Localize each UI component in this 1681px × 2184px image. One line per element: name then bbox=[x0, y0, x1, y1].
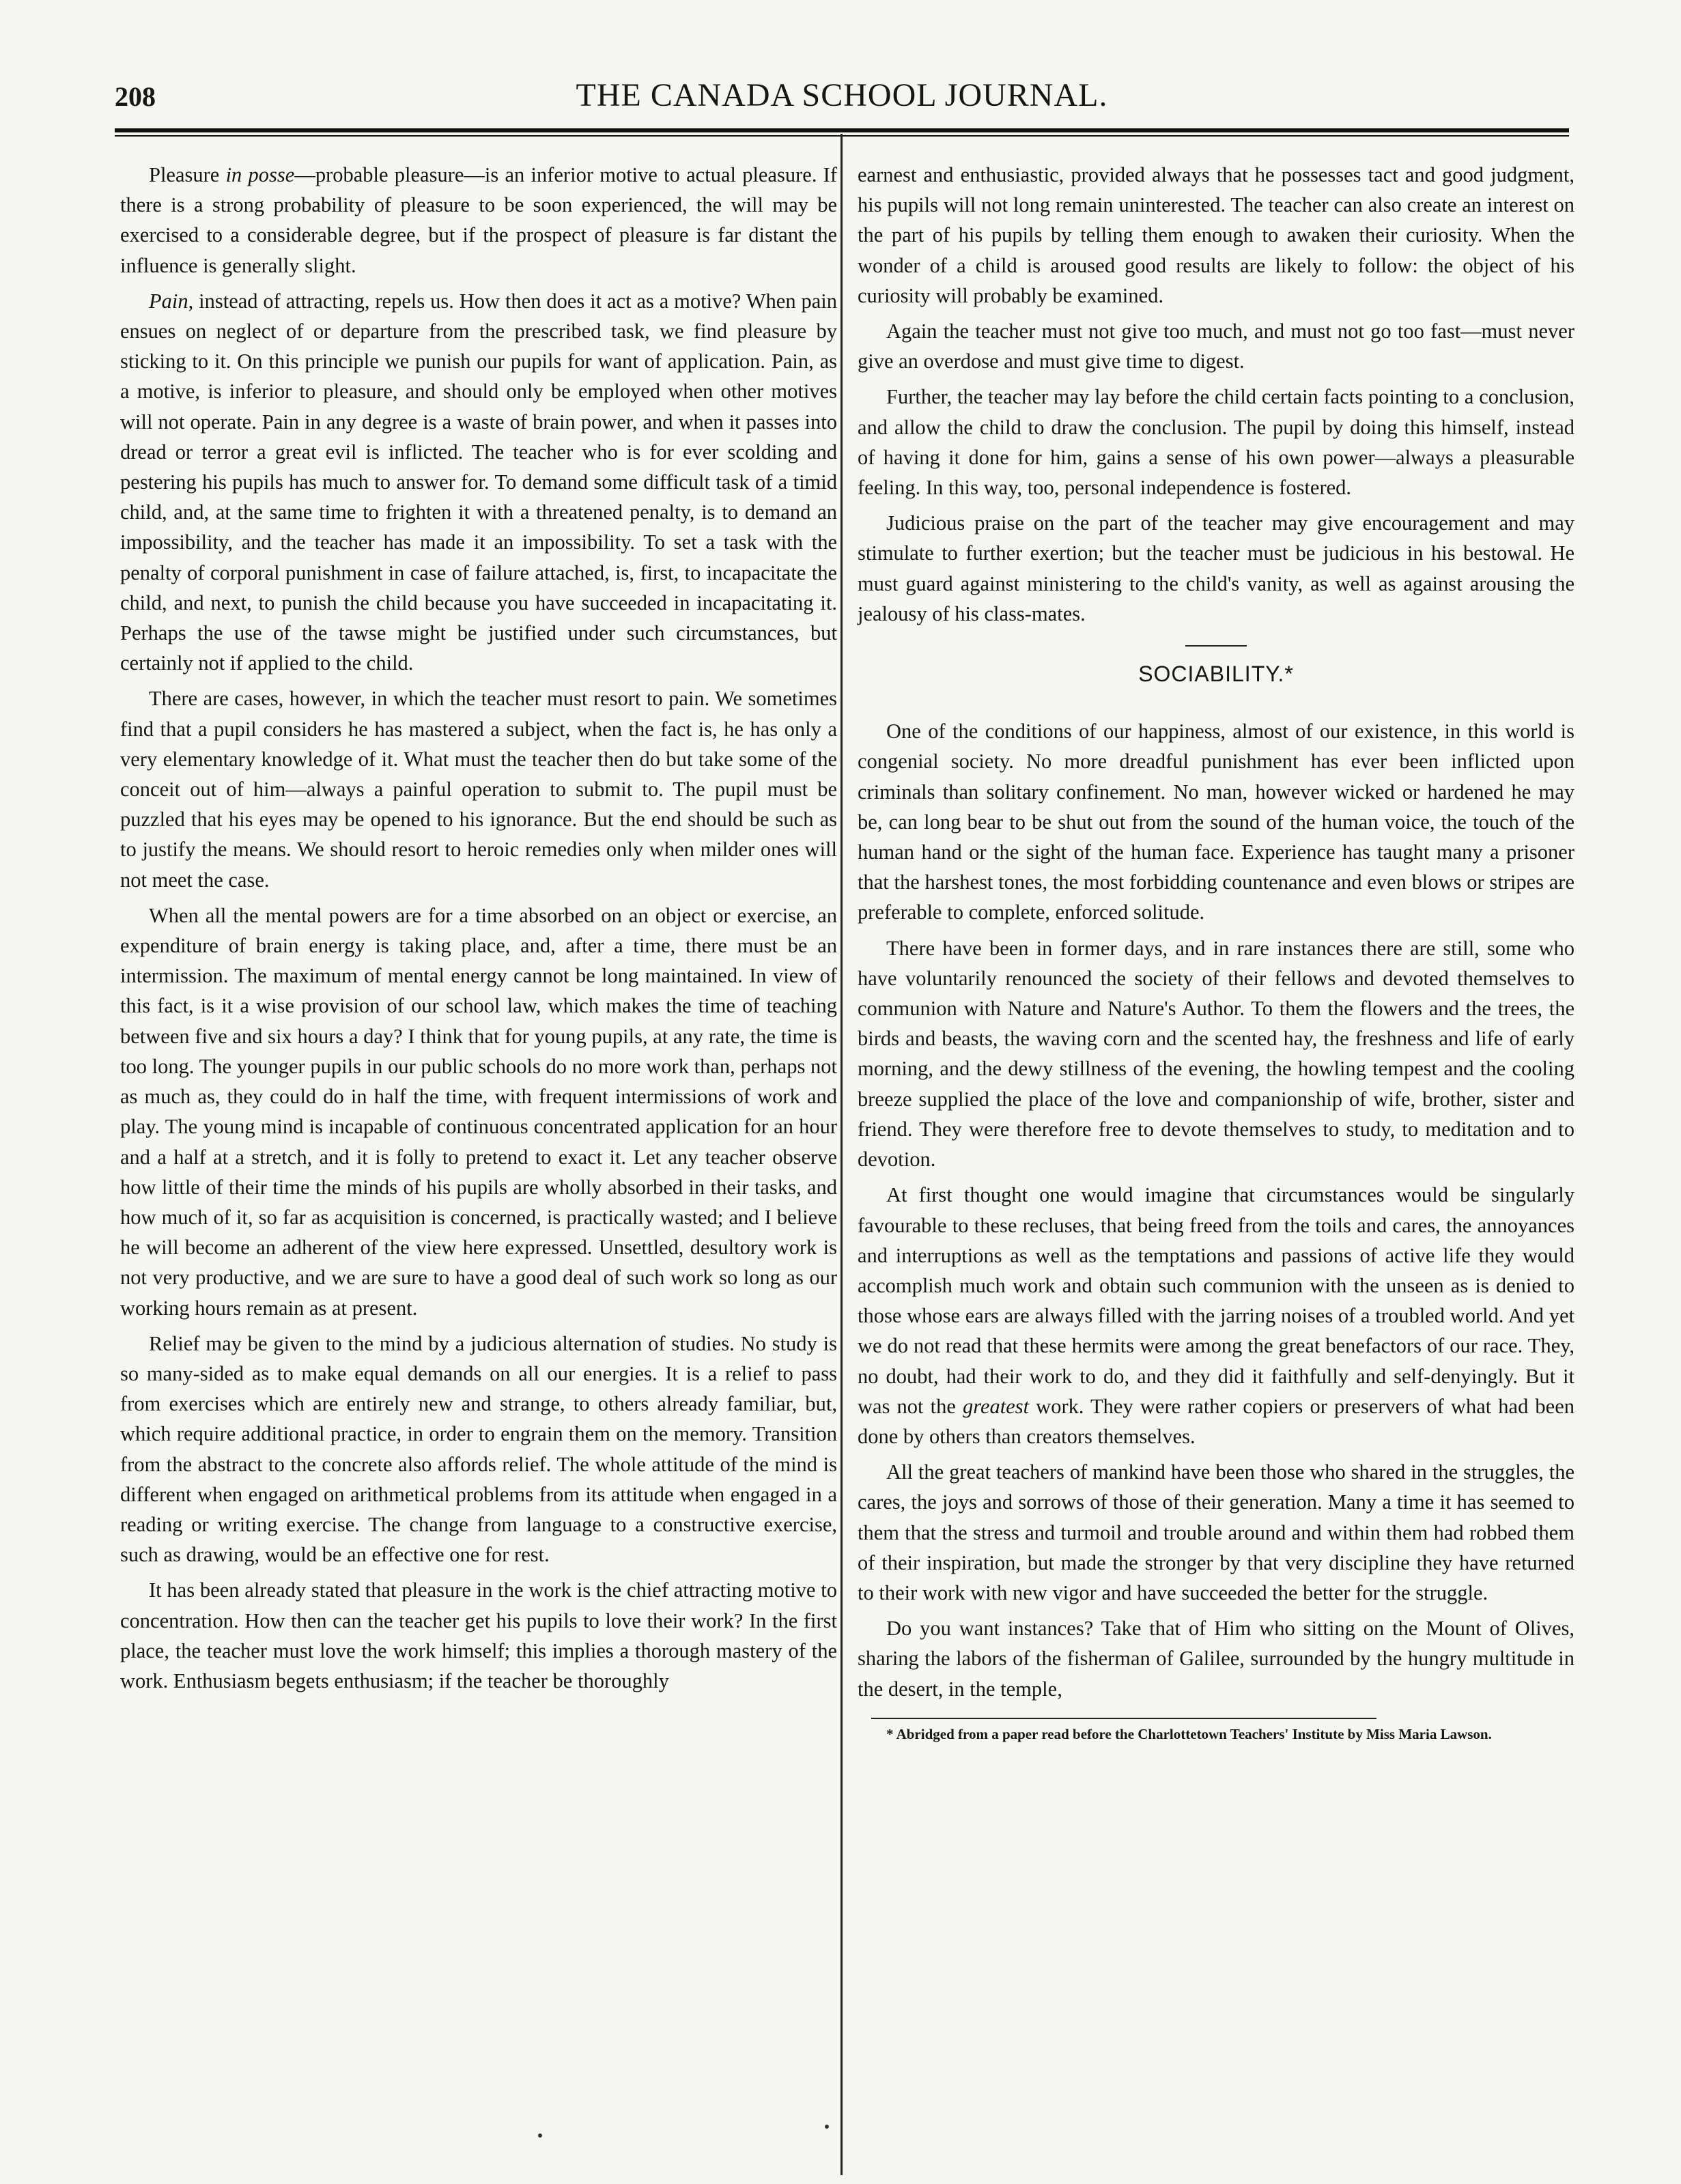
paragraph-text: Pleasure bbox=[149, 163, 226, 186]
paragraph-congenial-society: One of the conditions of our happiness, almost of our existence, in this world is congenial society. No more dreadful punishment has ever been inflicted upon criminals than solitary confinement. No man, however wicked or hardened he may be, can long bear to be shut out from the sound of the human voice, the touch of the human hand or the sight of the human face. Experience has taught many a prisoner that the harshest tones, the most forbidding countenance and even blows or stripes are preferable to complete, enforced solitude. bbox=[858, 720, 1574, 924]
paragraph-text: At first thought one would imagine that circumstances would be singularly favourable to these recluses, that being freed from the toils and cares, the annoyances and interruptions as well as the temptations and passions of active life they would accomplish much work and obtain such communion with the unseen as is denied to those whose ears are always filled with the jarring noises of a troubled world. And yet we do not read that these hermits were among the great benefactors of our race. They, no doubt, had their work to do, and they did it faithfully and self-denyingly. But it was not the bbox=[858, 1183, 1574, 1418]
section-title-sociability: SOCIABILITY.* bbox=[1138, 662, 1294, 687]
page-header bbox=[115, 76, 1569, 117]
footnote-rule bbox=[871, 1718, 1376, 1719]
print-speck bbox=[538, 2133, 542, 2138]
paragraph-conclusion: Further, the teacher may lay before the child certain facts pointing to a conclusion, and allow the child to draw the conclusion. The pupil by doing this himself, instead of having it done for him, gains a sense of his own power—always a pleasurable feeling. In this way, too, personal independence is fostered. bbox=[858, 385, 1574, 500]
paragraph-hermits bbox=[858, 1180, 1574, 1451]
paragraph-text: , instead of attracting, repels us. How then does it act as a motive? When pain ensues on neglect of or departure from the prescribed task, we find pleasure by sticking to it. On this principle we punish our pupils for want of application. Pain, as a motive, is inferior to pleasure, and should only be employed when other motives will not operate. Pain in any degree is a waste of brain power, and when it passes into dread or terror a great evil is inflicted. The teacher who is for ever scolding and pestering his pupils has much to answer for. To demand some difficult task of a timid child, and, at the same time to frighten it with a threatened penalty, is to demand an impossibility, and the teacher has made it an impossibility. To set a task with the penalty of corporal punishment in case of failure attached, is, first, to incapacitate the child, and next, to punish the child because you have succeeded in incapacitating it. Perhaps the use of the tawse might be justified under such circumstances, but certainly not if applied to the child. bbox=[120, 289, 837, 675]
journal-title: THE CANADA SCHOOL JOURNAL. bbox=[576, 77, 1108, 113]
footnote: * Abridged from a paper read before the Charlottetown Teachers' Institute by Miss Maria Lawson. bbox=[886, 1725, 1492, 1742]
paragraph-resort-to-pain: There are cases, however, in which the teacher must resort to pain. We sometimes find that a pupil considers he has mastered a subject, when the fact is, he has only a very elementary knowledge of it. What must the teacher then do but take some of the conceit out of him—always a painful operation to submit to. The pupil must be puzzled that his eyes may be opened to his ignorance. But the end should be such as to justify the means. We should resort to heroic remedies only when milder ones will not meet the case. bbox=[120, 687, 837, 892]
paragraph-pleasure-in-posse bbox=[120, 160, 837, 281]
right-column bbox=[858, 160, 1574, 1749]
paragraph-relief: Relief may be given to the mind by a judicious alternation of studies. No study is so many-sided as to make equal demands on all our energies. It is a relief to pass from exercises which are entirely new and strange, to others already familiar, but, which require additional practice, in order to engrain them on the memory. Transition from the abstract to the concrete also affords relief. The whole attitude of the mind is different when engaged on arithmetical problems from its attitude when engaged in a reading or writing exercise. The change from language to a constructive exercise, such as drawing, would be an effective one for rest. bbox=[120, 1331, 837, 1567]
paragraph-pain bbox=[120, 286, 837, 679]
paragraph-earnest: earnest and enthusiastic, provided always that he possesses tact and good judgment, his pupils will not long remain uninterested. The teacher can also create an interest on the part of his pupils by telling them enough to awaken their curiosity. When the wonder of a child is aroused good results are likely to follow: the object of his curiosity will probably be examined. bbox=[858, 163, 1574, 307]
paragraph-instances: Do you want instances? Take that of Him who sitting on the Mount of Olives, sharing the labors of the fisherman of Galilee, surrounded by the hungry multitude in the desert, in the temple, bbox=[858, 1617, 1574, 1701]
column-divider bbox=[840, 134, 843, 2175]
paragraph-praise: Judicious praise on the part of the teacher may give encouragement and may stimulate to further exertion; but the teacher must be judicious in his bestowal. He must guard against ministering to the child's vanity, as well as against arousing the jealousy of his class-mates. bbox=[858, 511, 1574, 625]
paragraph-great-teachers: All the great teachers of mankind have been those who shared in the struggles, the cares, the joys and sorrows of those of their generation. Many a time it has seemed to them that the stress and turmoil and trouble around and within them had robbed them of their inspiration, but made the stronger by that very discipline they have returned to their work with new vigor and have succeeded the better for the struggle. bbox=[858, 1460, 1574, 1604]
paragraph-not-too-much: Again the teacher must not give too much, and must not go too fast—must never give an overdose and must give time to digest. bbox=[858, 320, 1574, 373]
paragraph-pleasure-in-work: It has been already stated that pleasure in the work is the chief attracting motive to concentration. How then can the teacher get his pupils to love their work? In the first place, the teacher must love the work himself; this implies a thorough mastery of the work. Enthusiasm begets enthusiasm; if the teacher be thoroughly bbox=[120, 1578, 837, 1692]
paragraph-mental-powers: When all the mental powers are for a time absorbed on an object or exercise, an expenditure of brain energy is taking place, and, after a time, there must be an intermission. The maximum of mental energy cannot be long maintained. In view of this fact, is it a wise provision of our school law, which makes the time of teaching between five and six hours a day? I think that for young pupils, at any rate, the time is too long. The younger pupils in our public schools do no more work than, perhaps not as much as, they could do in half the time, with frequent intermissions of work and play. The young mind is incapable of continuous concentrated application for an hour and a half at a stretch, and it is folly to pretend to exact it. Let any teacher observe how little of their time the minds of his pupils are wholly absorbed in their tasks, and how much of it, so far as acquisition is concerned, is practically wasted; and I believe he will become an adherent of the view here expressed. Unsettled, desultory work is not very productive, and we are sure to have a good deal of such work so long as our working hours remain as at present. bbox=[120, 903, 837, 1320]
print-speck bbox=[825, 2125, 829, 2129]
paragraph-text: work. They were rather copiers or preservers of what had been done by others than creators themselves. bbox=[858, 1394, 1575, 1448]
page-number: 208 bbox=[115, 81, 156, 112]
left-column bbox=[120, 160, 837, 1701]
section-divider bbox=[1185, 645, 1247, 647]
header-rule-thick bbox=[115, 128, 1569, 132]
italic-phrase: greatest bbox=[962, 1394, 1030, 1418]
paragraph-recluses: There have been in former days, and in rare instances there are still, some who have voluntarily renounced the society of their fellows and devoted themselves to communion with Nature and Nature's Author. To them the flowers and the trees, the birds and beasts, the waving corn and the scented hay, the freshness and life of early morning, and the dewy stillness of the evening, the howling tempest and the cooling breeze supplied the place of the love and companionship of wife, brother, sister and friend. They were therefore free to devote themselves to study, to meditation and to devotion. bbox=[858, 936, 1574, 1172]
italic-phrase: in posse bbox=[225, 163, 295, 186]
paragraph-text: —probable pleasure—is an inferior motive to actual pleasure. If there is a strong probability of pleasure to be soon experienced, the will may be exercised to a considerable degree, but if the prospect of pleasure is far distant the influence is generally slight. bbox=[120, 163, 837, 277]
italic-phrase: Pain bbox=[149, 289, 188, 313]
